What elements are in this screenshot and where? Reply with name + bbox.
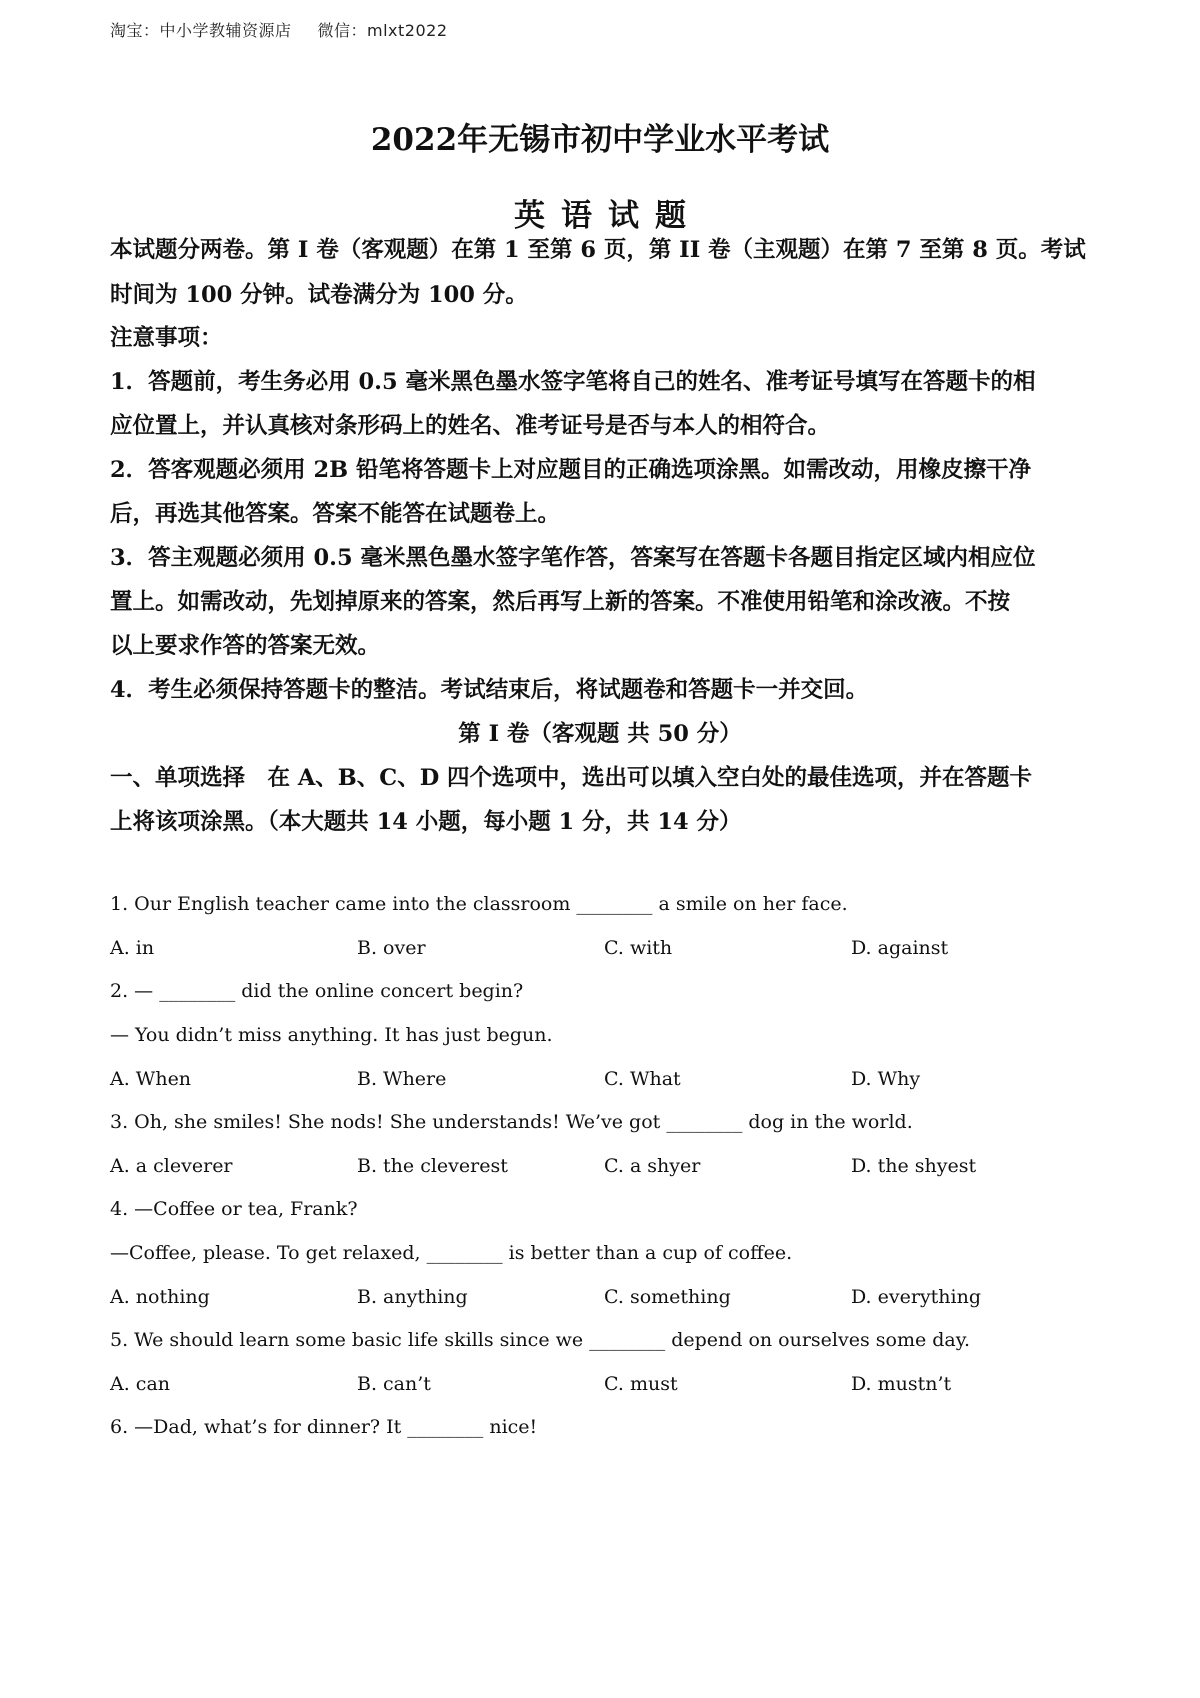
section-instruction-2: 上将该项涂黑。（本大题共 14 小题，每小题 1 分，共 14 分） bbox=[110, 809, 742, 835]
option-d: D. against bbox=[851, 937, 949, 959]
notes-heading: 注意事项： bbox=[110, 325, 223, 351]
header-watermark bbox=[110, 18, 448, 41]
option-c: C. What bbox=[604, 1068, 681, 1090]
question-6-stem: 6. —Dad, what’s for dinner? It ________ nice! bbox=[110, 1416, 538, 1438]
note-line: 后，再选其他答案。答案不能答在试题卷上。 bbox=[110, 501, 561, 527]
exam-title: 2022年无锡市初中学业水平考试 bbox=[370, 122, 830, 158]
option-b: B. Where bbox=[357, 1068, 447, 1090]
note-line: 以上要求作答的答案无效。 bbox=[110, 633, 381, 659]
option-b: B. the cleverest bbox=[357, 1155, 508, 1177]
option-b: B. over bbox=[357, 937, 426, 959]
option-d: D. the shyest bbox=[851, 1155, 977, 1177]
intro-line-1: 本试题分两卷。第 I 卷（客观题）在第 1 至第 6 页，第 II 卷（主观题）在第 7 至第 8 页。考试 bbox=[110, 237, 1086, 263]
option-b: B. can’t bbox=[357, 1373, 431, 1395]
note-line: 1．答题前，考生务必用 0.5 毫米黑色墨水签字笔将自己的姓名、准考证号填写在答题卡的相 bbox=[110, 369, 1036, 395]
question-1-stem: 1. Our English teacher came into the classroom ________ a smile on her face. bbox=[110, 893, 848, 915]
note-line: 2．答客观题必须用 2B 铅笔将答题卡上对应题目的正确选项涂黑。如需改动，用橡皮擦干净 bbox=[110, 457, 1031, 483]
option-d: D. mustn’t bbox=[851, 1373, 952, 1395]
question-3-stem: 3. Oh, she smiles! She nods! She understands! We’ve got ________ dog in the world. bbox=[110, 1111, 913, 1133]
option-b: B. anything bbox=[357, 1286, 468, 1308]
note-line: 应位置上，并认真核对条形码上的姓名、准考证号是否与本人的相符合。 bbox=[110, 413, 831, 439]
note-line: 3．答主观题必须用 0.5 毫米黑色墨水签字笔作答，答案写在答题卡各题目指定区域内相应位 bbox=[110, 545, 1036, 571]
option-a: A. When bbox=[110, 1068, 192, 1090]
option-c: C. a shyer bbox=[604, 1155, 701, 1177]
option-a: A. in bbox=[110, 937, 155, 959]
option-c: C. must bbox=[604, 1373, 678, 1395]
question-2-options bbox=[110, 1068, 1110, 1094]
intro-line-2: 时间为 100 分钟。试卷满分为 100 分。 bbox=[110, 282, 528, 308]
question-2-stem: 2. — ________ did the online concert begin? bbox=[110, 980, 524, 1002]
question-3-options bbox=[110, 1155, 1110, 1181]
option-a: A. can bbox=[110, 1373, 171, 1395]
part1-heading: 第 I 卷（客观题 共 50 分） bbox=[458, 721, 742, 747]
question-5-options bbox=[110, 1373, 1110, 1399]
section-instruction-1: 一、单项选择 在 A、B、C、D 四个选项中，选出可以填入空白处的最佳选项，并在答题卡 bbox=[110, 765, 1033, 791]
question-4-stem: 4. —Coffee or tea, Frank? bbox=[110, 1198, 358, 1220]
question-1-options bbox=[110, 937, 1110, 963]
note-line: 置上。如需改动，先划掉原来的答案，然后再写上新的答案。不准使用铅笔和涂改液。不按 bbox=[110, 589, 1011, 615]
option-d: D. everything bbox=[851, 1286, 982, 1308]
option-c: C. something bbox=[604, 1286, 731, 1308]
question-2-response: — You didn’t miss anything. It has just begun. bbox=[110, 1024, 553, 1046]
question-4-options bbox=[110, 1286, 1110, 1312]
wechat-label: 微信：mlxt2022 bbox=[317, 21, 448, 40]
note-line: 4．考生必须保持答题卡的整洁。考试结束后，将试题卷和答题卡一并交回。 bbox=[110, 677, 869, 703]
exam-subtitle: 英语试题 bbox=[514, 198, 702, 234]
question-4-response: —Coffee, please. To get relaxed, ________ is better than a cup of coffee. bbox=[110, 1242, 793, 1264]
option-a: A. a cleverer bbox=[110, 1155, 233, 1177]
question-5-stem: 5. We should learn some basic life skills since we ________ depend on ourselves some day. bbox=[110, 1329, 970, 1351]
option-c: C. with bbox=[604, 937, 673, 959]
option-a: A. nothing bbox=[110, 1286, 210, 1308]
option-d: D. Why bbox=[851, 1068, 921, 1090]
shop-label: 淘宝：中小学教辅资源店 bbox=[110, 21, 292, 40]
